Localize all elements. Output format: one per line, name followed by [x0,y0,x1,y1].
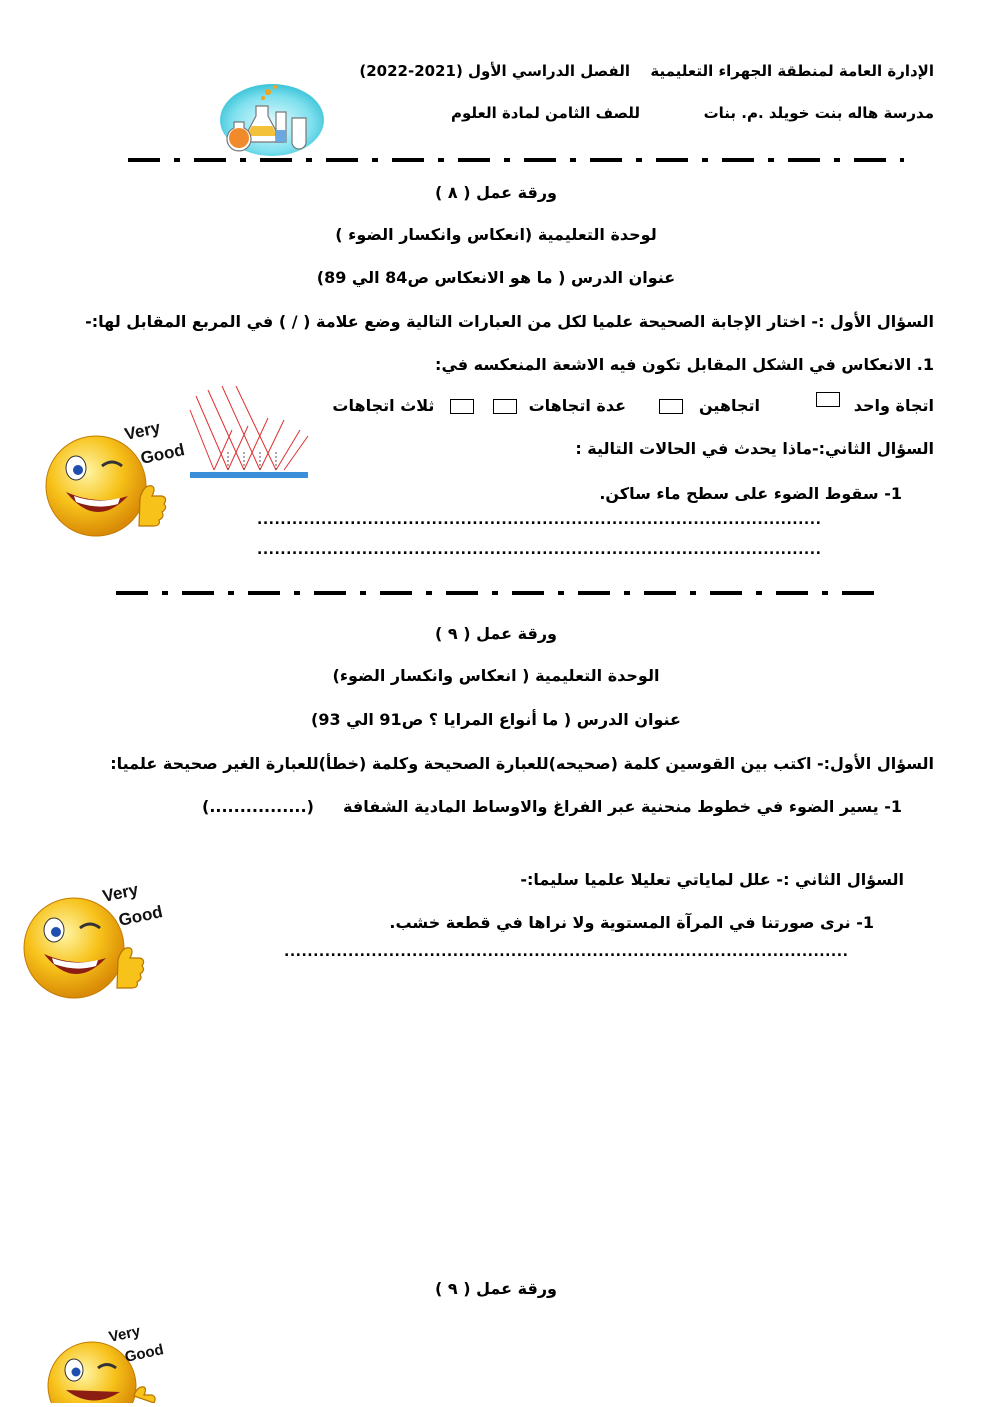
answer-checkbox[interactable] [659,399,683,414]
sticker-text-very: Very [107,1326,142,1346]
answer-line[interactable]: ................................................................................................. [257,512,822,528]
sheet8-question2: السؤال الثاني:-ماذا يحدث في الحالات التالية : [575,439,934,458]
answer-checkbox[interactable] [493,399,517,414]
option-label: ثلاث اتجاهات [332,396,435,415]
sheet8-unit: لوحدة التعليمية (انعكاس وانكسار الضوء ) [335,225,657,244]
sheet9-lesson: عنوان الدرس ( ما أنواع المرايا ؟ ص91 الي 93) [311,710,681,729]
sticker-text-very: Very [122,422,162,444]
sheet9-question1-item: 1- يسير الضوء في خطوط منحنية عبر الفراغ والاوساط المادية الشفافة [343,797,902,816]
sheet8-question1: السؤال الأول :- اختار الإجابة الصحيحة علميا لكل من العبارات التالية وضع علامة ( / ) في المربع المقابل لها:- [85,312,934,331]
sheet9b-title: ورقة عمل ( ٩ ) [435,1279,557,1298]
header-authority: الإدارة العامة لمنطقة الجهراء التعليمية [650,62,934,80]
very-good-sticker [44,1326,172,1407]
sticker-text-very: Very [100,884,140,906]
option-three-directions [332,396,474,415]
option-label: اتجاة واحد [853,396,934,415]
section-divider [128,157,904,162]
answer-checkbox[interactable] [816,392,840,407]
answer-line[interactable]: ................................................................................................. [284,944,849,960]
sheet9-question2: السؤال الثاني :- علل لماياتي تعليلا علميا سليما:- [520,870,904,889]
answer-checkbox[interactable] [450,399,474,414]
option-two-directions [659,396,760,415]
sheet8-question2-item: 1- سقوط الضوء على سطح ماء ساكن. [599,484,902,503]
header-school: مدرسة هاله بنت خويلد .م. بنات [703,104,934,122]
option-label: عدة اتجاهات [528,396,626,415]
lab-flasks-logo [218,78,326,158]
sticker-text-good: Good [116,902,165,930]
header-grade: للصف الثامن لمادة العلوم [450,104,640,122]
reflection-diagram [188,386,310,482]
very-good-sticker [44,422,192,544]
option-label: اتجاهين [698,396,760,415]
sheet9-title: ورقة عمل ( ٩ ) [435,624,557,643]
very-good-sticker [22,884,170,1006]
answer-line[interactable]: ................................................................................................. [257,542,822,558]
sheet9-unit: الوحدة التعليمية ( انعكاس وانكسار الضوء) [332,666,660,685]
sticker-text-good: Good [123,1341,166,1366]
option-several-directions [493,396,626,415]
header-semester: الفصل الدراسي الأول (2021-2022) [359,62,630,80]
sheet8-title: ورقة عمل ( ٨ ) [435,183,557,202]
sheet9-question1: السؤال الأول:- اكتب بين القوسين كلمة (صحيحه)للعبارة الصحيحة وكلمة (خطأ)للعبارة الغير صحيحة علميا: [110,754,934,773]
answer-blank[interactable]: (................) [202,797,314,816]
section-divider [116,590,888,595]
sheet8-question1-item: 1. الانعكاس في الشكل المقابل تكون فيه الاشعة المنعكسه في: [435,355,934,374]
option-one-direction [816,396,934,415]
sheet8-lesson: عنوان الدرس ( ما هو الانعكاس ص84 الي 89) [316,268,676,287]
sticker-text-good: Good [138,440,187,468]
sheet9-question2-item: 1- نرى صورتنا في المرآة المستوية ولا نراها في قطعة خشب. [389,913,874,932]
